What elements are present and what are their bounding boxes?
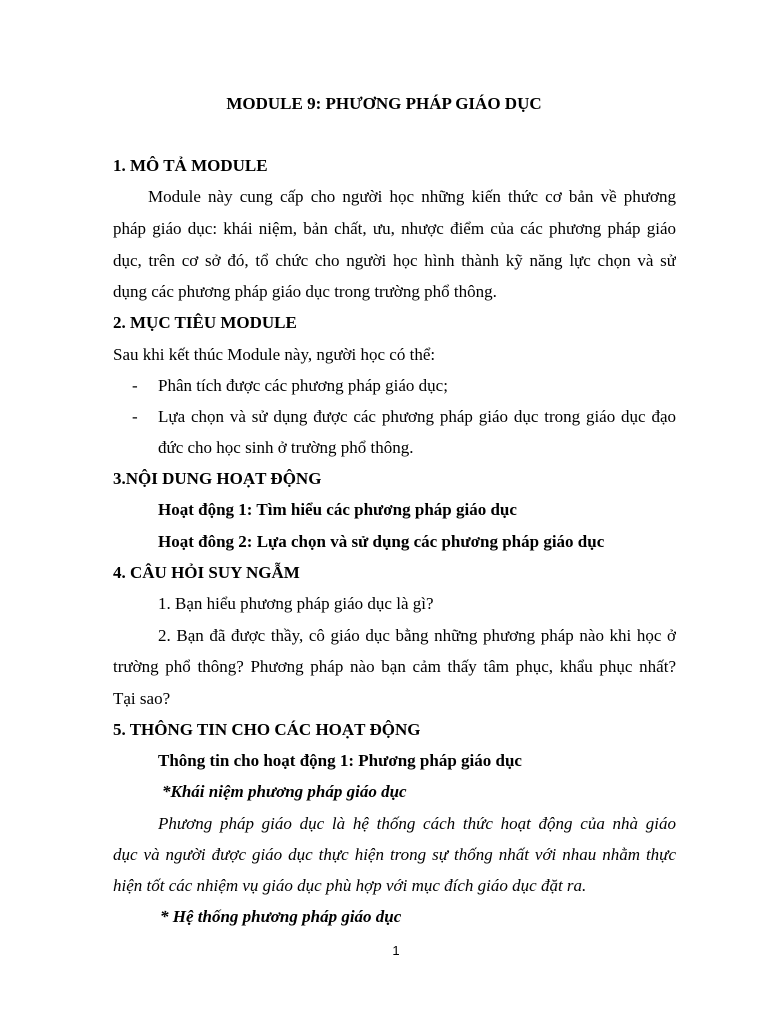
page-number: 1	[392, 943, 400, 958]
question-2-line: trường phổ thông? Phương pháp nào bạn cảm thấy tâm phục, khẩu phục nhất?	[113, 657, 676, 676]
question-2-line: 2. Bạn đã được thầy, cô giáo dục bằng những phương pháp nào khi học ở	[158, 626, 676, 645]
section-1-heading: 1. MÔ TẢ MODULE	[113, 156, 268, 175]
section-2-intro: Sau khi kết thúc Module này, người học có thể:	[113, 345, 436, 364]
section-3-heading: 3.NỘI DUNG HOẠT ĐỘNG	[113, 469, 322, 488]
section-2-bullet-continuation: đức cho học sinh ở trường phổ thông.	[158, 438, 414, 457]
section-1-paragraph-line: pháp giáo dục: khái niệm, bản chất, ưu, nhược điểm của các phương pháp giáo	[113, 219, 676, 238]
section-2-heading: 2. MỤC TIÊU MODULE	[113, 313, 297, 332]
concept-paragraph-line: Phương pháp giáo dục là hệ thống cách thức hoạt động của nhà giáo	[158, 814, 676, 833]
question-1: 1. Bạn hiểu phương pháp giáo dục là gì?	[158, 594, 434, 613]
section-2-bullet: Phân tích được các phương pháp giáo dục;	[158, 376, 448, 395]
bullet-marker: -	[132, 407, 138, 426]
section-5-subheading: Thông tin cho hoạt động 1: Phương pháp giáo dục	[158, 751, 522, 770]
activity-1: Hoạt động 1: Tìm hiểu các phương pháp giáo dục	[158, 500, 517, 519]
bullet-marker: -	[132, 376, 138, 395]
concept-heading: *Khái niệm phương pháp giáo dục	[162, 782, 407, 801]
section-1-paragraph-line: Module này cung cấp cho người học những kiến thức cơ bản về phương	[148, 187, 676, 206]
section-2-bullet: Lựa chọn và sử dụng được các phương pháp giáo dục trong giáo dục đạo	[158, 407, 676, 426]
document-title: MODULE 9: PHƯƠNG PHÁP GIÁO DỤC	[226, 94, 542, 113]
activity-2: Hoạt đông 2: Lựa chọn và sử dụng các phương pháp giáo dục	[158, 532, 605, 551]
concept-paragraph-line: dục và người được giáo dục thực hiện trong sự thống nhất với nhau nhằm thực	[113, 845, 676, 864]
section-5-heading: 5. THÔNG TIN CHO CÁC HOẠT ĐỘNG	[113, 720, 421, 739]
question-2-line: Tại sao?	[113, 689, 171, 708]
section-1-paragraph-line: dụng các phương pháp giáo dục trong trường phổ thông.	[113, 282, 497, 301]
concept-paragraph-line: hiện tốt các nhiệm vụ giáo dục phù hợp với mục đích giáo dục đặt ra.	[113, 876, 587, 895]
section-1-paragraph-line: dục, trên cơ sở đó, tổ chức cho người học hình thành kỹ năng lực chọn và sử	[113, 251, 676, 270]
section-4-heading: 4. CÂU HỎI SUY NGẪM	[113, 563, 300, 582]
system-heading: * Hệ thống phương pháp giáo dục	[160, 907, 402, 926]
